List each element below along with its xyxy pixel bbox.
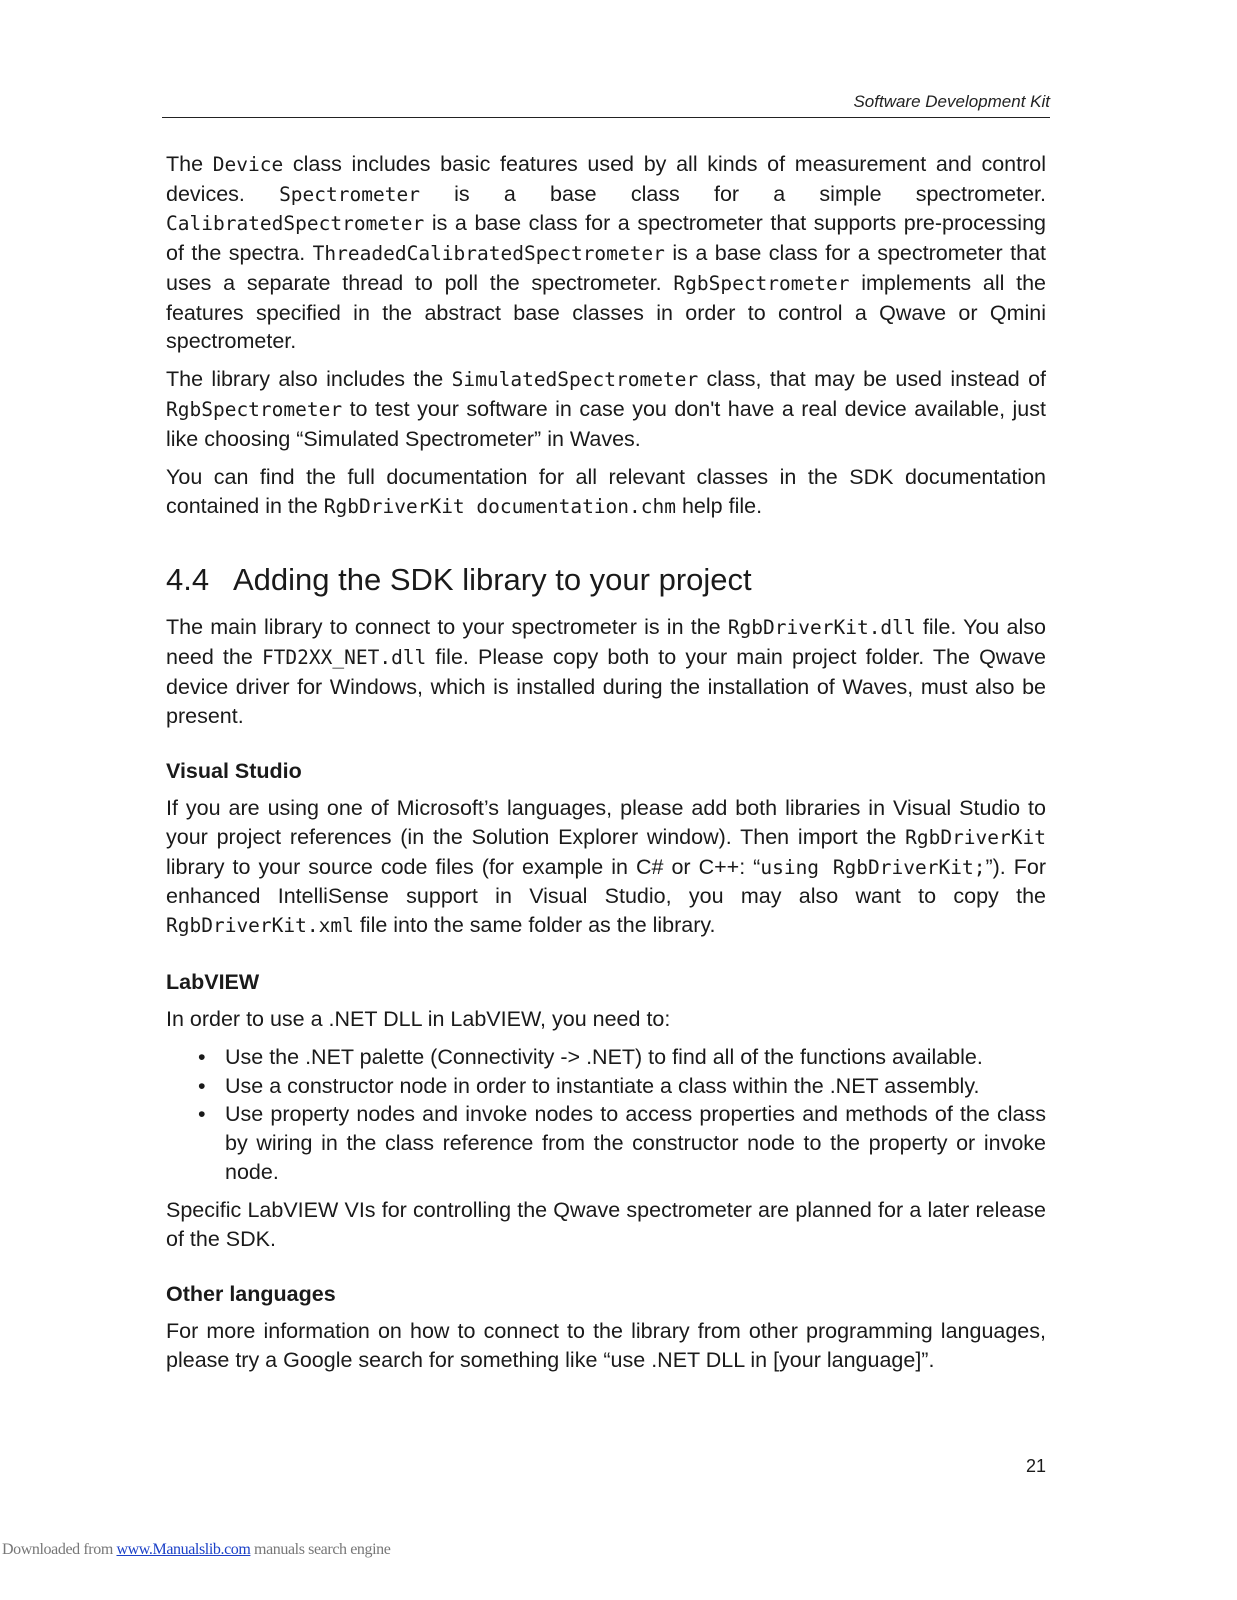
text-run: is a base class for a spectrometer that supports pre-processing of the spectra. (166, 211, 1046, 266)
code-calibrated-spectrometer: CalibratedSpectrometer (166, 212, 425, 236)
text-run: ”). For enhanced IntelliSense support in Visual Studio, you may also want to copy the (166, 854, 1046, 909)
download-footer (2, 1541, 390, 1559)
text-run: file into the same folder as the library. (353, 913, 716, 938)
text-run: library to your source code files (for example in C# or C++: “ (166, 854, 761, 879)
text-run: file. You also need the (166, 615, 1046, 670)
section-title: Adding the SDK library to your project (233, 562, 752, 598)
visual-studio-paragraph (166, 794, 1046, 941)
code-rgbdriverkit-xml: RgbDriverKit.xml (166, 914, 354, 938)
intro-paragraph-2 (166, 365, 1046, 453)
page-number: 21 (1025, 1456, 1046, 1476)
text-run: You can find the full documentation for all relevant classes in the SDK documentation contained in the (166, 465, 1046, 518)
labview-intro: In order to use a .NET DLL in LabVIEW, you need to: (166, 1006, 671, 1031)
labview-steps-list (166, 1043, 1046, 1187)
list-item-text: Use a constructor node in order to instantiate a class within the .NET assembly. (225, 1073, 980, 1098)
list-item (166, 1100, 1046, 1186)
code-rgbdriverkit: RgbDriverKit (905, 825, 1046, 849)
code-spectrometer: Spectrometer (279, 182, 420, 206)
bullet-icon: • (198, 1073, 206, 1098)
other-languages-paragraph: For more information on how to connect to the library from other programming languages, please try a Google search for something like “use .NET DLL in [your language]”. (166, 1319, 1046, 1373)
labview-closing: Specific LabVIEW VIs for controlling the Qwave spectrometer are planned for a later release of the SDK. (166, 1197, 1046, 1251)
manualslib-link[interactable]: www.Manualslib.com (116, 1541, 251, 1558)
text-run: to test your software in case you don't have a real device available, just like choosing “Simulated Spectrometer” in Waves. (166, 397, 1046, 451)
bullet-icon: • (198, 1102, 206, 1127)
text-run: The library also includes the (166, 367, 452, 392)
bullet-icon: • (198, 1044, 206, 1069)
section-paragraph-1 (166, 613, 1046, 730)
list-item (166, 1072, 1046, 1101)
code-using-statement: using RgbDriverKit; (760, 855, 986, 879)
code-simulated-spectrometer: SimulatedSpectrometer (451, 368, 699, 392)
text-run: The main library to connect to your spectrometer is in the (166, 615, 728, 640)
code-documentation-file: RgbDriverKit documentation.chm (323, 494, 676, 518)
code-ftd2xx-dll: FTD2XX_NET.dll (261, 646, 427, 670)
intro-paragraph-1 (166, 150, 1046, 356)
other-languages-heading: Other languages (166, 1282, 336, 1307)
text-run: class includes basic features used by all kinds of measurement and control devices. (166, 152, 1047, 206)
text-run: is a base class for a spectrometer that uses a separate thread to poll the spectrometer. (166, 241, 1046, 295)
labview-heading: LabVIEW (166, 969, 260, 994)
code-rgb-spectrometer: RgbSpectrometer (166, 398, 343, 422)
code-rgbdriverkit-dll: RgbDriverKit.dll (727, 616, 916, 640)
code-rgb-spectrometer: RgbSpectrometer (673, 271, 850, 295)
text-run: class, that may be used instead of (698, 367, 1046, 392)
list-item-text: Use property nodes and invoke nodes to access properties and methods of the class by wiring in the class reference from the constructor node to the property or invoke node. (225, 1102, 1046, 1184)
list-item-text: Use the .NET palette (Connectivity -> .NET) to find all of the functions available. (225, 1044, 983, 1069)
running-header-title: Software Development Kit (853, 92, 1050, 111)
list-item (166, 1043, 1046, 1072)
code-threaded-calibrated-spectrometer: ThreadedCalibratedSpectrometer (312, 242, 665, 266)
text-run: If you are using one of Microsoft’s languages, please add both libraries in Visual Studio to your project references (in the Solution Explorer window). Then import the (166, 796, 1046, 849)
footer-prefix: Downloaded from (2, 1541, 117, 1558)
section-number: 4.4 (166, 562, 210, 598)
visual-studio-heading: Visual Studio (166, 759, 302, 784)
code-device: Device (212, 153, 284, 176)
page-content (166, 150, 1046, 1384)
running-header (162, 92, 1050, 118)
text-run: help file. (676, 493, 763, 518)
text-run: The (166, 152, 213, 176)
section-heading (166, 561, 1046, 599)
footer-suffix: manuals search engine (250, 1541, 391, 1558)
intro-paragraph-3 (166, 463, 1046, 521)
text-run: is a base class for a simple spectrometer. (419, 181, 1046, 206)
text-run: file. Please copy both to your main project folder. The Qwave device driver for Windows, which is installed during the installation of Waves, must also be present. (166, 645, 1046, 728)
text-run: implements all the features specified in the abstract base classes in order to control a Qwave or Qmini spectrometer. (166, 270, 1046, 354)
